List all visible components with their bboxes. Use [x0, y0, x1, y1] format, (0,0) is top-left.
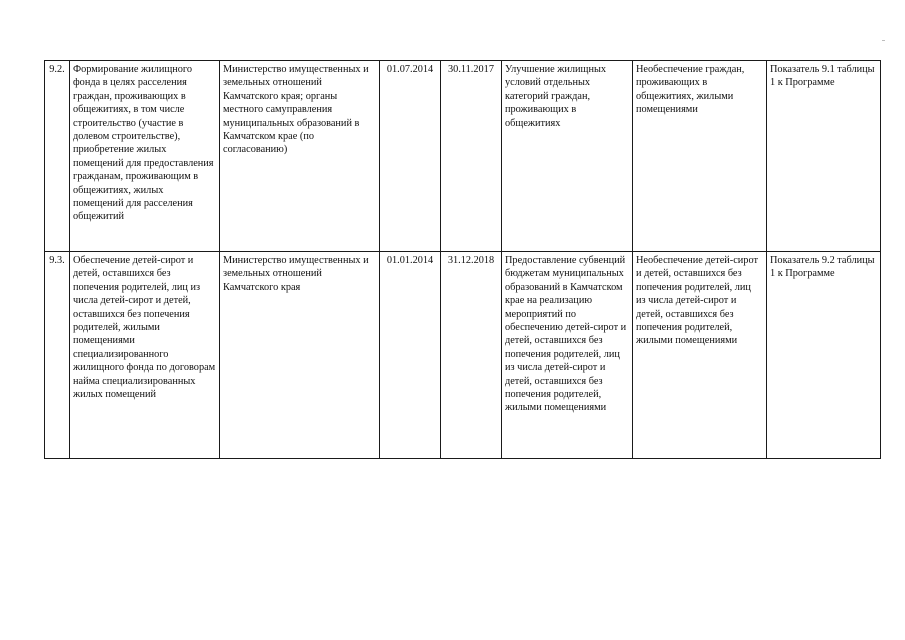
row-number: 9.2. [45, 61, 70, 252]
end-date-cell: 30.11.2017 [441, 61, 502, 252]
scan-artifact [882, 40, 885, 41]
indicator-cell: Показатель 9.1 таблицы 1 к Программе [767, 61, 881, 252]
start-date-cell: 01.01.2014 [380, 252, 441, 459]
start-date-cell: 01.07.2014 [380, 61, 441, 252]
result-cell: Предоставление субвенций бюджетам муниципальных образований в Камчатском крае на реализацию мероприятий по обеспечению детей-сирот и детей, оставшихся без попечения родителей, лиц из числа детей-сирот и детей, оставшихся без попечения родителей, жилыми помещениями [502, 252, 633, 459]
activity-cell: Формирование жилищного фонда в целях расселения граждан, проживающих в общежитиях, в том числе строительство (участие в долевом строительстве), приобретение жилых помещений для предоставления гражданам, проживающим в общежитиях, жилых помещений для расселения общежитий [70, 61, 220, 252]
indicator-cell: Показатель 9.2 таблицы 1 к Программе [767, 252, 881, 459]
executor-cell: Министерство имущественных и земельных отношений Камчатского края; органы местного самуправления муниципальных образований в Камчатском крае (по согласованию) [220, 61, 380, 252]
end-date-cell: 31.12.2018 [441, 252, 502, 459]
executor-cell: Министерство имущественных и земельных отношений Камчатского края [220, 252, 380, 459]
consequence-cell: Необеспечение граждан, проживающих в общежитиях, жилыми помещениями [633, 61, 767, 252]
activity-cell: Обеспечение детей-сирот и детей, оставшихся без попечения родителей, лиц из числа детей-сирот и детей, оставшихся без попечения родителей, жилыми помещениями специализированного жилищного фонда по договорам найма специализированных жилых помещений [70, 252, 220, 459]
table-row [45, 252, 881, 459]
result-cell: Улучшение жилищных условий отдельных категорий граждан, проживающих в общежитиях [502, 61, 633, 252]
table-row [45, 61, 881, 252]
program-activities-table [44, 60, 881, 459]
consequence-cell: Необеспечение детей-сирот и детей, оставшихся без попечения родителей, лиц из числа детей-сирот и детей, оставшихся без попечения родителей, жилыми помещениями [633, 252, 767, 459]
row-number: 9.3. [45, 252, 70, 459]
